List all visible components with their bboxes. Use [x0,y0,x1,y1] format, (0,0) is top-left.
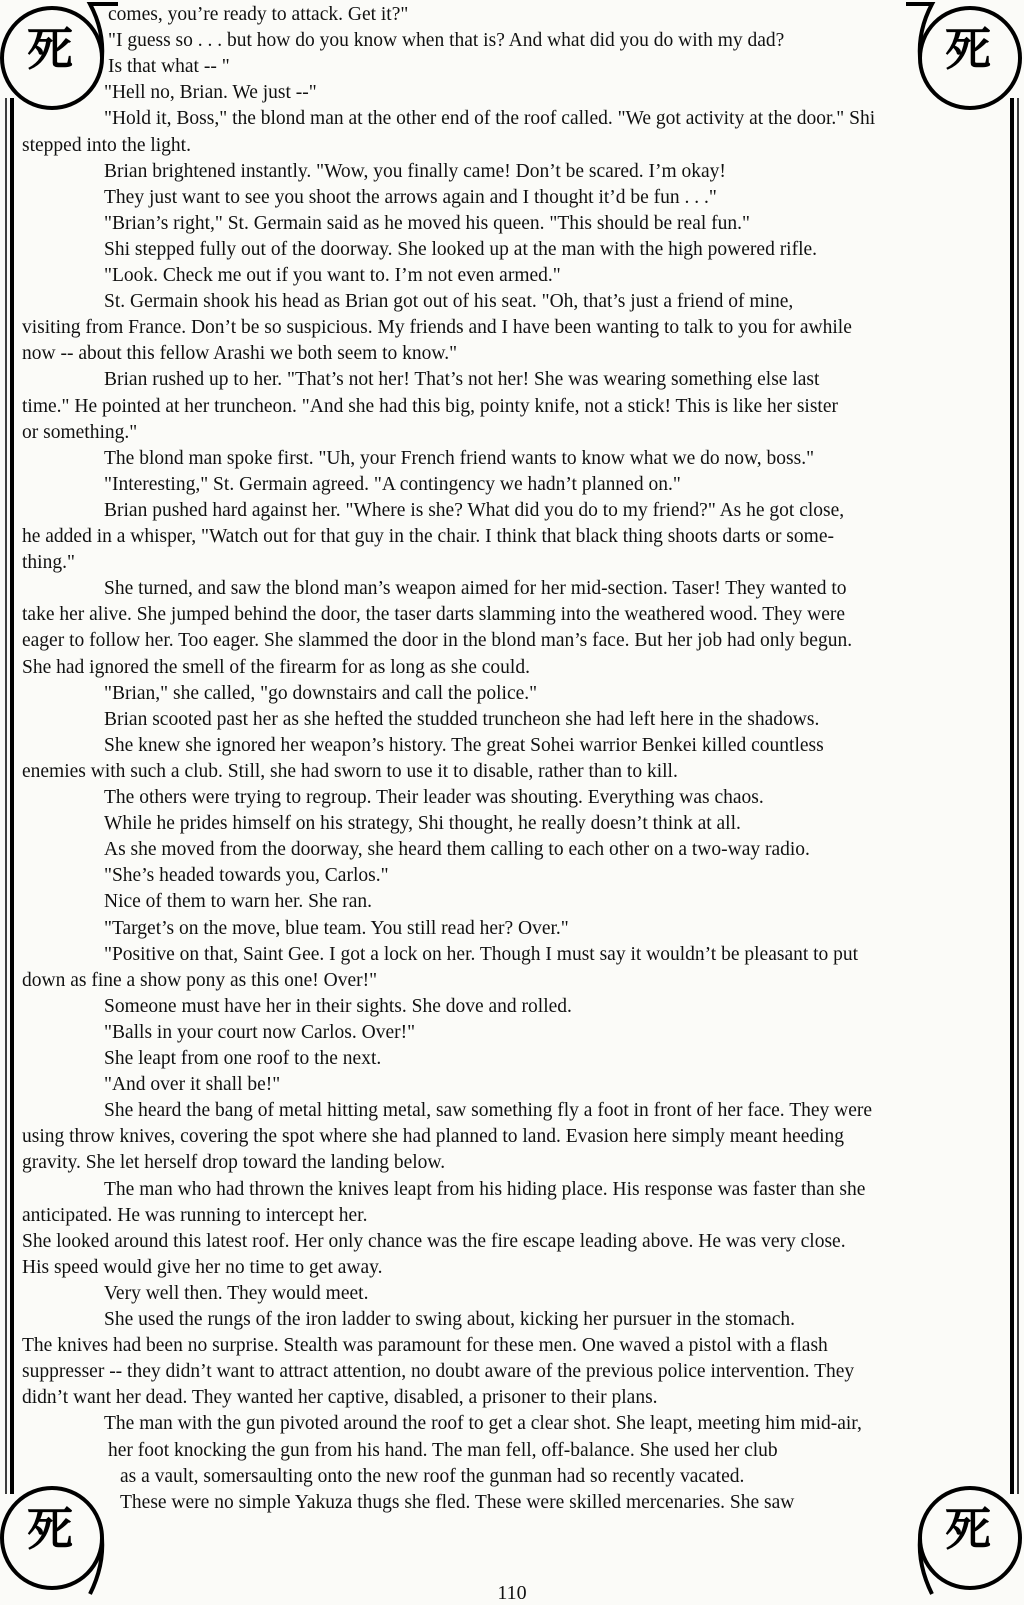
text-line: "And over it shall be!" [104,1074,281,1096]
text-line: "Interesting," St. Germain agreed. "A contingency we hadn’t planned on." [104,473,681,495]
text-line: "Positive on that, Saint Gee. I got a lock on her. Though I must say it wouldn’t be pleasant to put [104,943,859,965]
text-line: She had ignored the smell of the firearm for as long as she could. [22,656,530,678]
text-line: gravity. She let herself drop toward the landing below. [22,1152,446,1174]
text-line: eager to follow her. Too eager. She slammed the door in the blond man’s face. But her job had only begun. [22,630,853,652]
text-line: Brian rushed up to her. "That’s not her! That’s not her! She was wearing something else last [104,369,820,391]
text-line: now -- about this fellow Arashi we both seem to know." [22,343,458,365]
text-line: As she moved from the doorway, she heard them calling to each other on a two-way radio. [104,839,810,861]
text-line: While he prides himself on his strategy, Shi thought, he really doesn’t think at all. [104,813,741,835]
text-line: "Hold it, Boss," the blond man at the other end of the roof called. "We got activity at the door." Shi [104,108,876,130]
text-line: Nice of them to warn her. She ran. [104,891,373,913]
text-line: "Balls in your court now Carlos. Over!" [104,1021,416,1043]
page-number: 110 [497,1582,527,1604]
text-line: She knew she ignored her weapon’s history. The great Sohei warrior Benkei killed countless [104,734,824,756]
text-line: She looked around this latest roof. Her only chance was the fire escape leading above. He was very close. [22,1230,846,1252]
text-line: thing." [22,552,75,574]
text-line: her foot knocking the gun from his hand. The man fell, off-balance. She used her club [108,1439,778,1461]
text-line: using throw knives, covering the spot where she had planned to land. Evasion here simply meant heeding [22,1126,845,1148]
text-line: The knives had been no surprise. Stealth was paramount for these men. One waved a pistol with a flash [22,1335,828,1357]
text-line: "Brian’s right," St. Germain said as he moved his queen. "This should be real fun." [104,212,750,234]
text-line: These were no simple Yakuza thugs she fled. These were skilled mercenaries. She saw [120,1491,795,1513]
text-line: She used the rungs of the iron ladder to swing about, kicking her pursuer in the stomach. [104,1309,796,1330]
text-line: "She’s headed towards you, Carlos." [104,865,389,887]
text-line: suppresser -- they didn’t want to attract attention, no doubt aware of the previous police intervention. They [22,1361,855,1383]
text-line: time." He pointed at her truncheon. "And she had this big, pointy knife, not a stick! This is like her sister [22,395,838,417]
text-line: Brian brightened instantly. "Wow, you finally came! Don’t be scared. I’m okay! [104,160,726,182]
text-line: take her alive. She jumped behind the door, the taser darts slamming into the weathered wood. They were [22,604,846,626]
text-line: didn’t want her dead. They wanted her captive, disabled, a prisoner to their plans. [22,1387,658,1409]
text-line: he added in a whisper, "Watch out for that guy in the chair. I think that black thing shoots darts or some- [22,526,834,547]
death-kanji-corner-bottom-left: 死 [27,1502,73,1556]
text-line: or something." [22,421,138,443]
text-line: enemies with such a club. Still, she had sworn to use it to disable, rather than to kill. [22,760,678,782]
text-line: His speed would give her no time to get away. [22,1256,383,1278]
text-line: The man with the gun pivoted around the roof to get a clear shot. She leapt, meeting him mid-air, [104,1413,862,1435]
text-line: "Look. Check me out if you want to. I’m not even armed." [104,265,561,286]
text-line: The man who had thrown the knives leapt from his hiding place. His response was faster than she [104,1178,866,1200]
death-kanji-corner-top-left: 死 [27,22,73,76]
text-line: Is that what -- " [108,56,230,78]
text-line: stepped into the light. [22,134,191,156]
text-line: She turned, and saw the blond man’s weapon aimed for her mid-section. Taser! They wanted to [104,578,847,600]
text-line: St. Germain shook his head as Brian got out of his seat. "Oh, that’s just a friend of mine, [104,291,794,313]
text-line: visiting from France. Don’t be so suspicious. My friends and I have been wanting to talk to you for awhile [22,317,852,339]
death-kanji-corner-bottom-right: 死 [945,1502,991,1556]
death-kanji-corner-top-right: 死 [945,22,991,76]
text-line: Shi stepped fully out of the doorway. She looked up at the man with the high powered rifle. [104,238,818,260]
text-line: down as fine a show pony as this one! Over!" [22,969,378,991]
text-line: Someone must have her in their sights. She dove and rolled. [104,995,572,1017]
text-line: comes, you’re ready to attack. Get it?" [108,4,409,25]
text-line: The blond man spoke first. "Uh, your French friend wants to know what we do now, boss." [104,447,815,469]
text-line: She leapt from one roof to the next. [104,1048,382,1069]
text-line: She heard the bang of metal hitting metal, saw something fly a foot in front of her face. They were [104,1100,873,1122]
text-line: "Hell no, Brian. We just --" [104,82,317,104]
text-line: "I guess so . . . but how do you know when that is? And what did you do with my dad? [108,30,785,52]
text-line: "Target’s on the move, blue team. You still read her? Over." [104,917,569,939]
text-line: The others were trying to regroup. Their leader was shouting. Everything was chaos. [104,787,764,808]
text-line: They just want to see you shoot the arrows again and I thought it’d be fun . . ." [104,186,717,208]
text-line: Brian scooted past her as she hefted the studded truncheon she had left here in the shadows. [104,708,820,730]
text-line: Very well then. They would meet. [104,1282,369,1304]
text-line: Brian pushed hard against her. "Where is she? What did you do to my friend?" As he got close, [104,499,845,521]
text-line: anticipated. He was running to intercept her. [22,1204,368,1226]
text-line: "Brian," she called, "go downstairs and call the police." [104,682,538,704]
text-line: as a vault, somersaulting onto the new roof the gunman had so recently vacated. [120,1465,745,1487]
